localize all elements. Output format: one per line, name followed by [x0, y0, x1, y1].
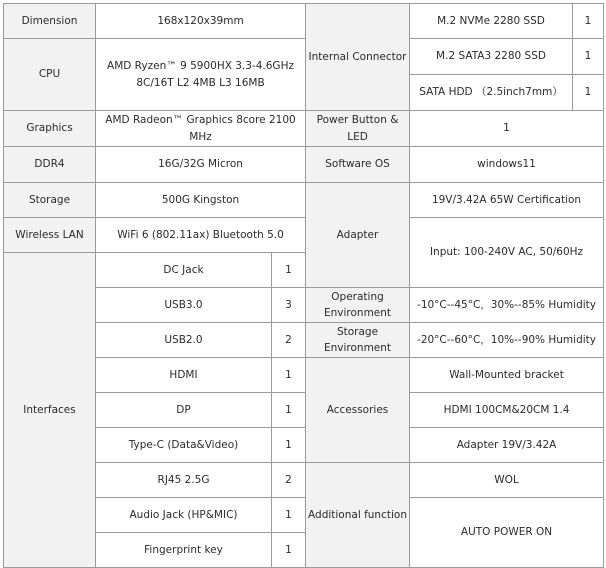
- dimension-label: Dimension: [4, 4, 96, 39]
- cpu-value: [96, 39, 306, 111]
- operating-environment-value: -10°C--45°C，30%--85% Humidity: [410, 288, 604, 323]
- accessories-label: Accessories: [306, 358, 410, 463]
- interface-count: 1: [272, 498, 306, 533]
- graphics-value: AMD Radeon™ Graphics 8core 2100 MHz: [96, 111, 306, 147]
- software-os-label: Software OS: [306, 147, 410, 183]
- internal-connector-item: M.2 SATA3 2280 SSD: [410, 39, 573, 75]
- interface-name: DP: [96, 393, 272, 428]
- interface-name: Audio Jack (HP&MIC): [96, 498, 272, 533]
- interface-count: 1: [272, 253, 306, 288]
- internal-connector-item: M.2 NVMe 2280 SSD: [410, 4, 573, 39]
- interface-name: Fingerprint key: [96, 533, 272, 568]
- interface-name: RJ45 2.5G: [96, 463, 272, 498]
- storage-environment-value: -20°C--60°C，10%--90% Humidity: [410, 323, 604, 358]
- interface-count: 2: [272, 463, 306, 498]
- interface-name: HDMI: [96, 358, 272, 393]
- ddr4-value: 16G/32G Micron: [96, 147, 306, 183]
- interface-count: 2: [272, 323, 306, 358]
- internal-connector-count: 1: [573, 4, 604, 39]
- storage-value: 500G Kingston: [96, 183, 306, 218]
- power-button-label: Power Button & LED: [306, 111, 410, 147]
- graphics-label: Graphics: [4, 111, 96, 147]
- wireless-lan-label: Wireless LAN: [4, 218, 96, 253]
- internal-connector-item: SATA HDD （2.5inch7mm）: [410, 75, 573, 111]
- interface-count: 3: [272, 288, 306, 323]
- power-button-value: 1: [410, 111, 604, 147]
- cpu-line-1: AMD Ryzen™ 9 5900HX 3.3-4.6GHz: [107, 60, 294, 73]
- interface-name: DC Jack: [96, 253, 272, 288]
- wireless-lan-value: WiFi 6 (802.11ax) Bluetooth 5.0: [96, 218, 306, 253]
- interface-name: Type-C (Data&Video): [96, 428, 272, 463]
- interface-count: 1: [272, 358, 306, 393]
- accessory-item: Wall-Mounted bracket: [410, 358, 604, 393]
- accessory-item: Adapter 19V/3.42A: [410, 428, 604, 463]
- cpu-line-2: 8C/16T L2 4MB L3 16MB: [136, 76, 265, 89]
- interface-count: 1: [272, 428, 306, 463]
- interfaces-label: Interfaces: [4, 253, 96, 568]
- additional-function-item: AUTO POWER ON: [410, 498, 604, 568]
- adapter-input: Input: 100-240V AC, 50/60Hz: [410, 218, 604, 288]
- interface-name: USB3.0: [96, 288, 272, 323]
- adapter-label: Adapter: [306, 183, 410, 288]
- dimension-value: 168x120x39mm: [96, 4, 306, 39]
- interface-count: 1: [272, 393, 306, 428]
- ddr4-label: DDR4: [4, 147, 96, 183]
- adapter-certification: 19V/3.42A 65W Certification: [410, 183, 604, 218]
- storage-label: Storage: [4, 183, 96, 218]
- internal-connector-count: 1: [573, 39, 604, 75]
- additional-function-label: Additional function: [306, 463, 410, 568]
- cpu-label: CPU: [4, 39, 96, 111]
- internal-connector-label: Internal Connector: [306, 4, 410, 111]
- interface-count: 1: [272, 533, 306, 568]
- interface-name: USB2.0: [96, 323, 272, 358]
- spec-table: [3, 3, 604, 568]
- software-os-value: windows11: [410, 147, 604, 183]
- accessory-item: HDMI 100CM&20CM 1.4: [410, 393, 604, 428]
- internal-connector-count: 1: [573, 75, 604, 111]
- operating-environment-label: Operating Environment: [306, 288, 410, 323]
- additional-function-item: WOL: [410, 463, 604, 498]
- storage-environment-label: Storage Environment: [306, 323, 410, 358]
